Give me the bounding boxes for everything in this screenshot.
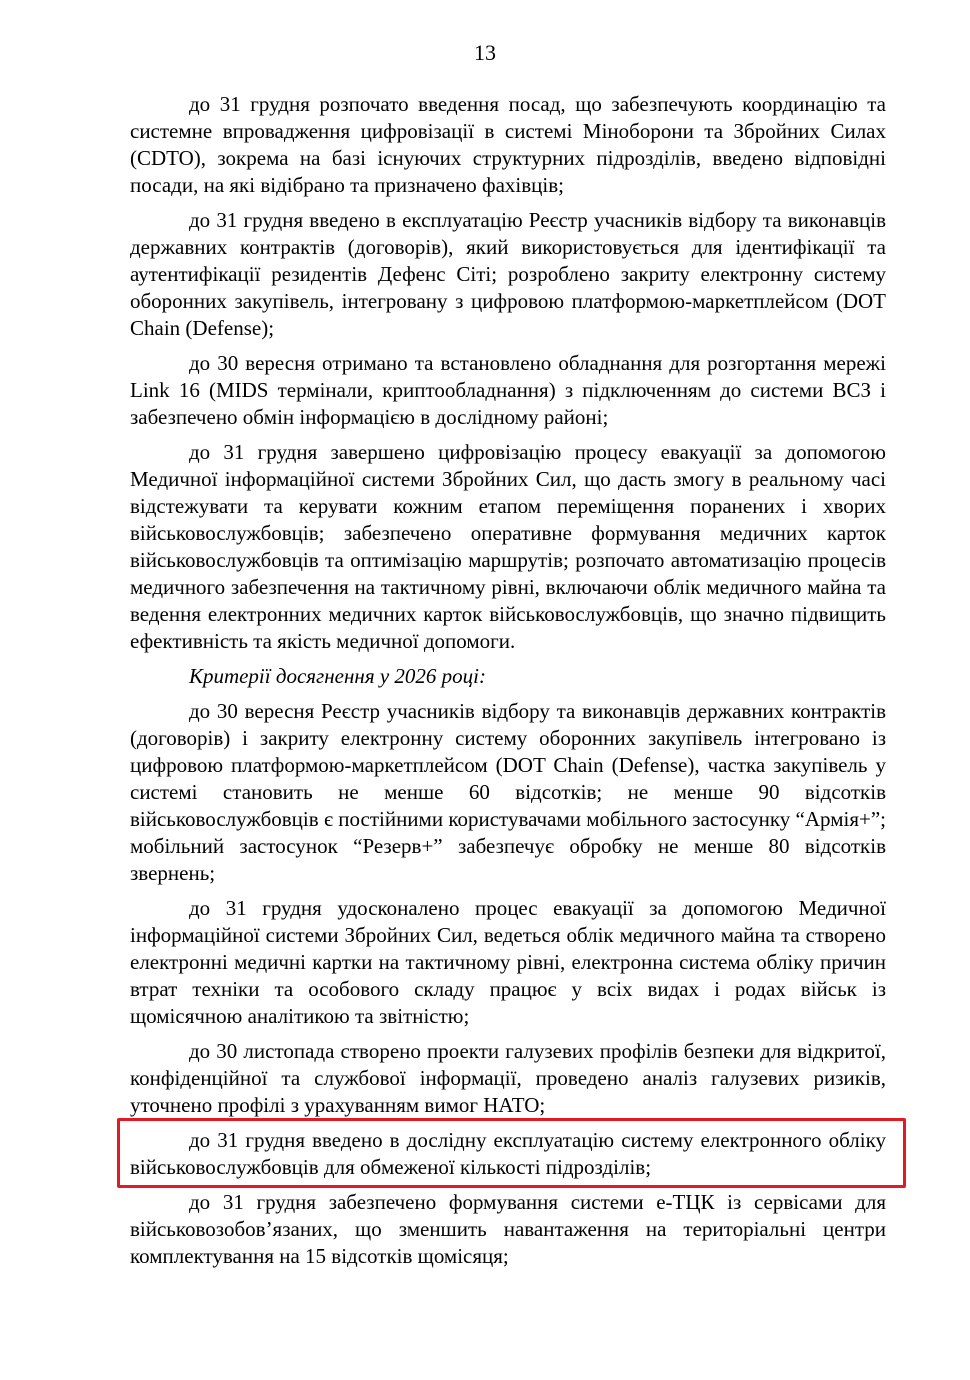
paragraph-personnel-accounting: до 31 грудня введено в дослідну експлуатацію систему електронного обліку військовослужбовців для обмеженої кількості підрозділів; — [130, 1128, 886, 1179]
paragraph-cdto: до 31 грудня розпочато введення посад, що забезпечують координацію та системне впровадження цифровізації в системі Міноборони та Збройних Силах (CDTO), зокрема на базі існуючих структурних підрозділів, введено відповідні посади, на які відібрано та призначено фахівців; — [130, 92, 886, 197]
page-number: 13 — [474, 40, 496, 65]
paragraph-e-tck: до 31 грудня забезпечено формування системи е-ТЦК із сервісами для військовозобов’язаних, що зменшить навантаження на територіальні центри комплектування на 15 відсотків щомісяця; — [130, 1190, 886, 1268]
document-body — [130, 91, 886, 1278]
paragraph-procurement-integration: до 30 вересня Реєстр учасників відбору та виконавців державних контрактів (договорів) і закриту електронну систему оборонних закупівель інтегровано із цифровою платформою-маркетплейсом (DOT Chain (Defense), частка закупівель у системі становить не менше 60 відсотків; не менше 90 відсотків військовослужбовців є постійними користувачами мобільного застосунку “Армія+”; мобільний застосунок “Резерв+” забезпечує обробку не менше 80 відсотків звернень; — [130, 699, 886, 885]
paragraph-security-profiles: до 30 листопада створено проекти галузевих профілів безпеки для відкритої, конфіденційної та службової інформації, проведено аналіз галузевих ризиків, уточнено профілі з урахуванням вимог НАТО; — [130, 1039, 886, 1117]
paragraph-medical-system: до 31 грудня удосконалено процес евакуації за допомогою Медичної інформаційної системи Збройних Сил, ведеться облік медичного майна та створено електронні медичні картки на тактичному рівні, електронна система обліку причин втрат техніки та особового складу працює у всіх видах і родах військ із щомісячною аналітикою та звітністю; — [130, 896, 886, 1028]
section-heading-criteria-2026: Критерії досягнення у 2026 році: — [189, 664, 486, 688]
paragraph-register: до 31 грудня введено в експлуатацію Реєстр учасників відбору та виконавців державних контрактів (договорів), який використовується для ідентифікації та аутентифікації резидентів Дефенс Сіті; розроблено закриту електронну систему оборонних закупівель, інтегровану з цифровою платформою-маркетплейсом (DOT Chain (Defense); — [130, 208, 886, 340]
highlighted-paragraph — [130, 1127, 886, 1181]
paragraph-link16: до 30 вересня отримано та встановлено обладнання для розгортання мережі Link 16 (MIDS термінали, криптообладнання) з підключенням до системи ВСЗ і забезпечено обмін інформацією в дослідному районі; — [130, 351, 886, 429]
paragraph-medical-evacuation: до 31 грудня завершено цифровізацію процесу евакуації за допомогою Медичної інформаційної системи Збройних Сил, що дасть змогу в реальному часі відстежувати та керувати кожним етапом переміщення поранених і хворих військовослужбовців; забезпечено оперативне формування медичних карток військовослужбовців та оптимізацію маршрутів; розпочато автоматизацію процесів медичного забезпечення на тактичному рівні, включаючи облік медичного майна та ведення електронних медичних карток військовослужбовців, що значно підвищить ефективність та якість медичної допомоги. — [130, 440, 886, 653]
